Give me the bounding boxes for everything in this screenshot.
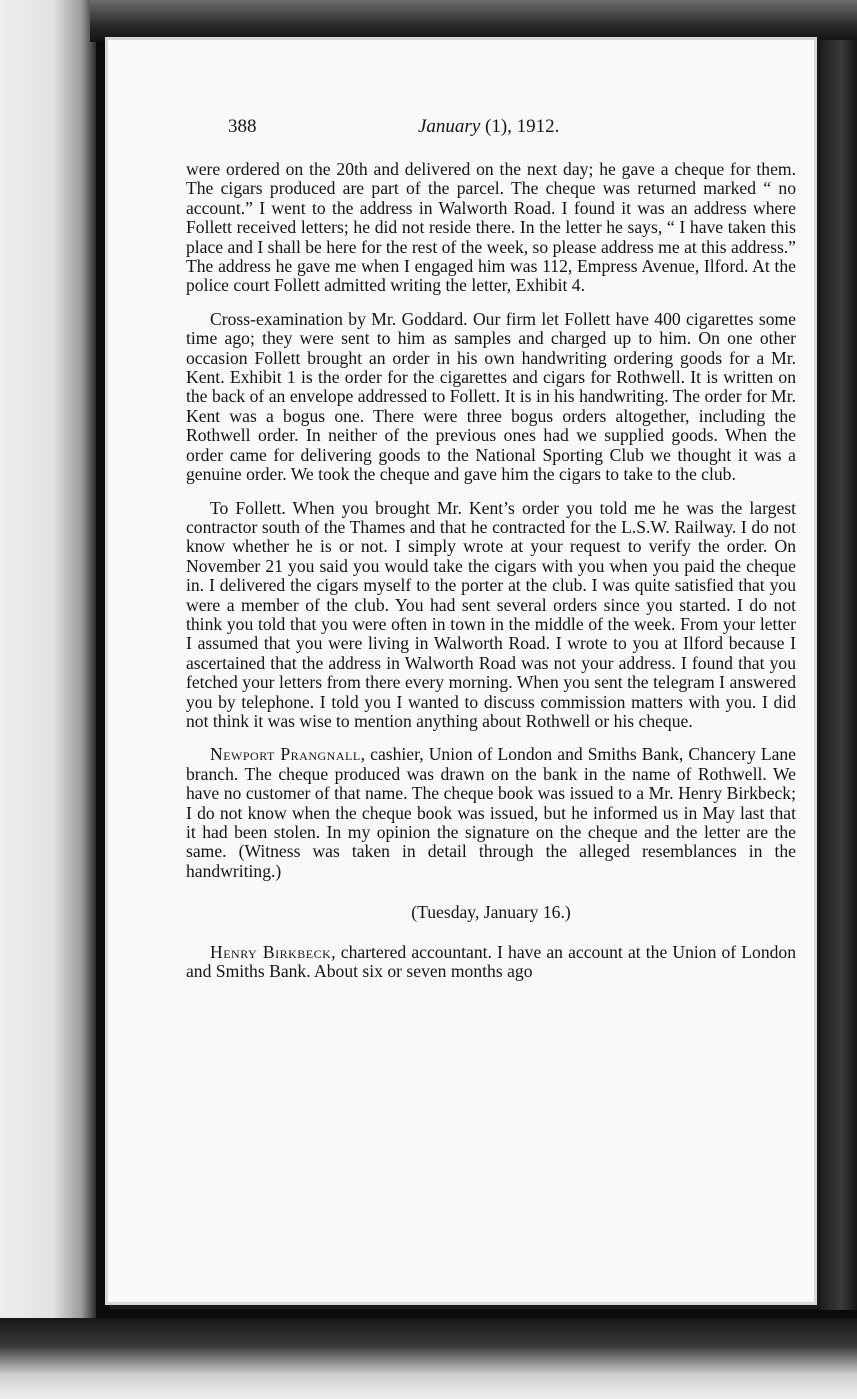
paragraph-continuation: were ordered on the 20th and delivered on the next day; he gave a cheque for them. The cigars produced are part of the parcel. The cheque was returned marked “ no account.” I went to the address in Walworth Road. I found it was an address where Follett received letters; he did not reside there. In the letter he says, “ I have taken this place and I shall be here for the rest of the week, so please address me at this address.” The address he gave me when I engaged him was 112, Empress Avenue, Ilford. At the police court Follett admitted writing the letter, Exhibit 4.: [186, 159, 796, 296]
book-page: [108, 40, 814, 1302]
scan-bottom-edge: [0, 1318, 857, 1399]
witness-testimony: , cashier, Union of London and Smiths Bank, Chancery Lane branch. The cheque produced was drawn on the bank in the name of Rothwell. We have no customer of that name. The cheque book was issued to a Mr. Henry Birkbeck; I do not know when the cheque book was issued, but he informed us in May last that it had been stolen. In my opinion the signature on the cheque and the letter are the same. (Witness was taken in detail through the alleged resemblances in the handwriting.): [186, 744, 796, 881]
scan-right-edge: [818, 40, 857, 1310]
running-head-date: (1), 1912.: [480, 116, 560, 137]
running-head: [418, 116, 559, 138]
witness-name: Newport Prangnall: [210, 744, 361, 765]
scan-top-edge: [90, 0, 857, 42]
paragraph-prangnall: [186, 745, 796, 881]
witness-testimony: , chartered accountant. I have an account at the Union of London and Smiths Bank. About six or seven months ago: [186, 941, 797, 982]
date-heading: (Tuesday, January 16.): [411, 902, 571, 923]
paragraph-birkbeck: [186, 943, 796, 982]
body-text: [186, 160, 796, 995]
page-number: 388: [228, 116, 257, 137]
witness-name: Henry Birkbeck: [210, 941, 332, 962]
paragraph-to-follett: To Follett. When you brought Mr. Kent’s order you told me he was the largest contractor south of the Thames and that he contracted for the L.S.W. Railway. I do not know whether he is or not. I simply wrote at your request to verify the order. On November 21 you said you would take the cigars with you when you paid the cheque in. I delivered the cigars myself to the porter at the club. I was quite satisfied that you were a member of the club. You had sent several orders since you started. I do not think you told that you were often in town in the middle of the week. From your letter I assumed that you were living in Walworth Road. I wrote to you at Ilford because I ascertained that the address in Walworth Road was not your address. I found that you fetched your letters from there every morning. When you sent the telegram I answered you by telephone. I told you I wanted to discuss commission matters with you. I did not think it was wise to mention anything about Rothwell or his cheque.: [186, 497, 796, 731]
running-head-month: January: [418, 116, 481, 137]
paragraph-cross-examination: Cross-examination by Mr. Goddard. Our firm let Follett have 400 cigarettes some time ago; they were sent to him as samples and charged up to him. On one other occasion Follett brought an order in his own handwriting ordering goods for a Mr. Kent. Exhibit 1 is the order for the cigarettes and cigars for Rothwell. It is written on the back of an envelope addressed to Follett. It is in his handwriting. The order for Mr. Kent was a bogus one. There were three bogus orders altogether, including the Rothwell order. In neither of the previous ones had we supplied goods. When the order came for delivering goods to the National Sporting Club we thought it was a genuine order. We took the cheque and gave him the cigars to take to the club.: [186, 308, 796, 485]
scan-left-margin: [0, 0, 96, 1399]
page-header: [228, 116, 698, 140]
